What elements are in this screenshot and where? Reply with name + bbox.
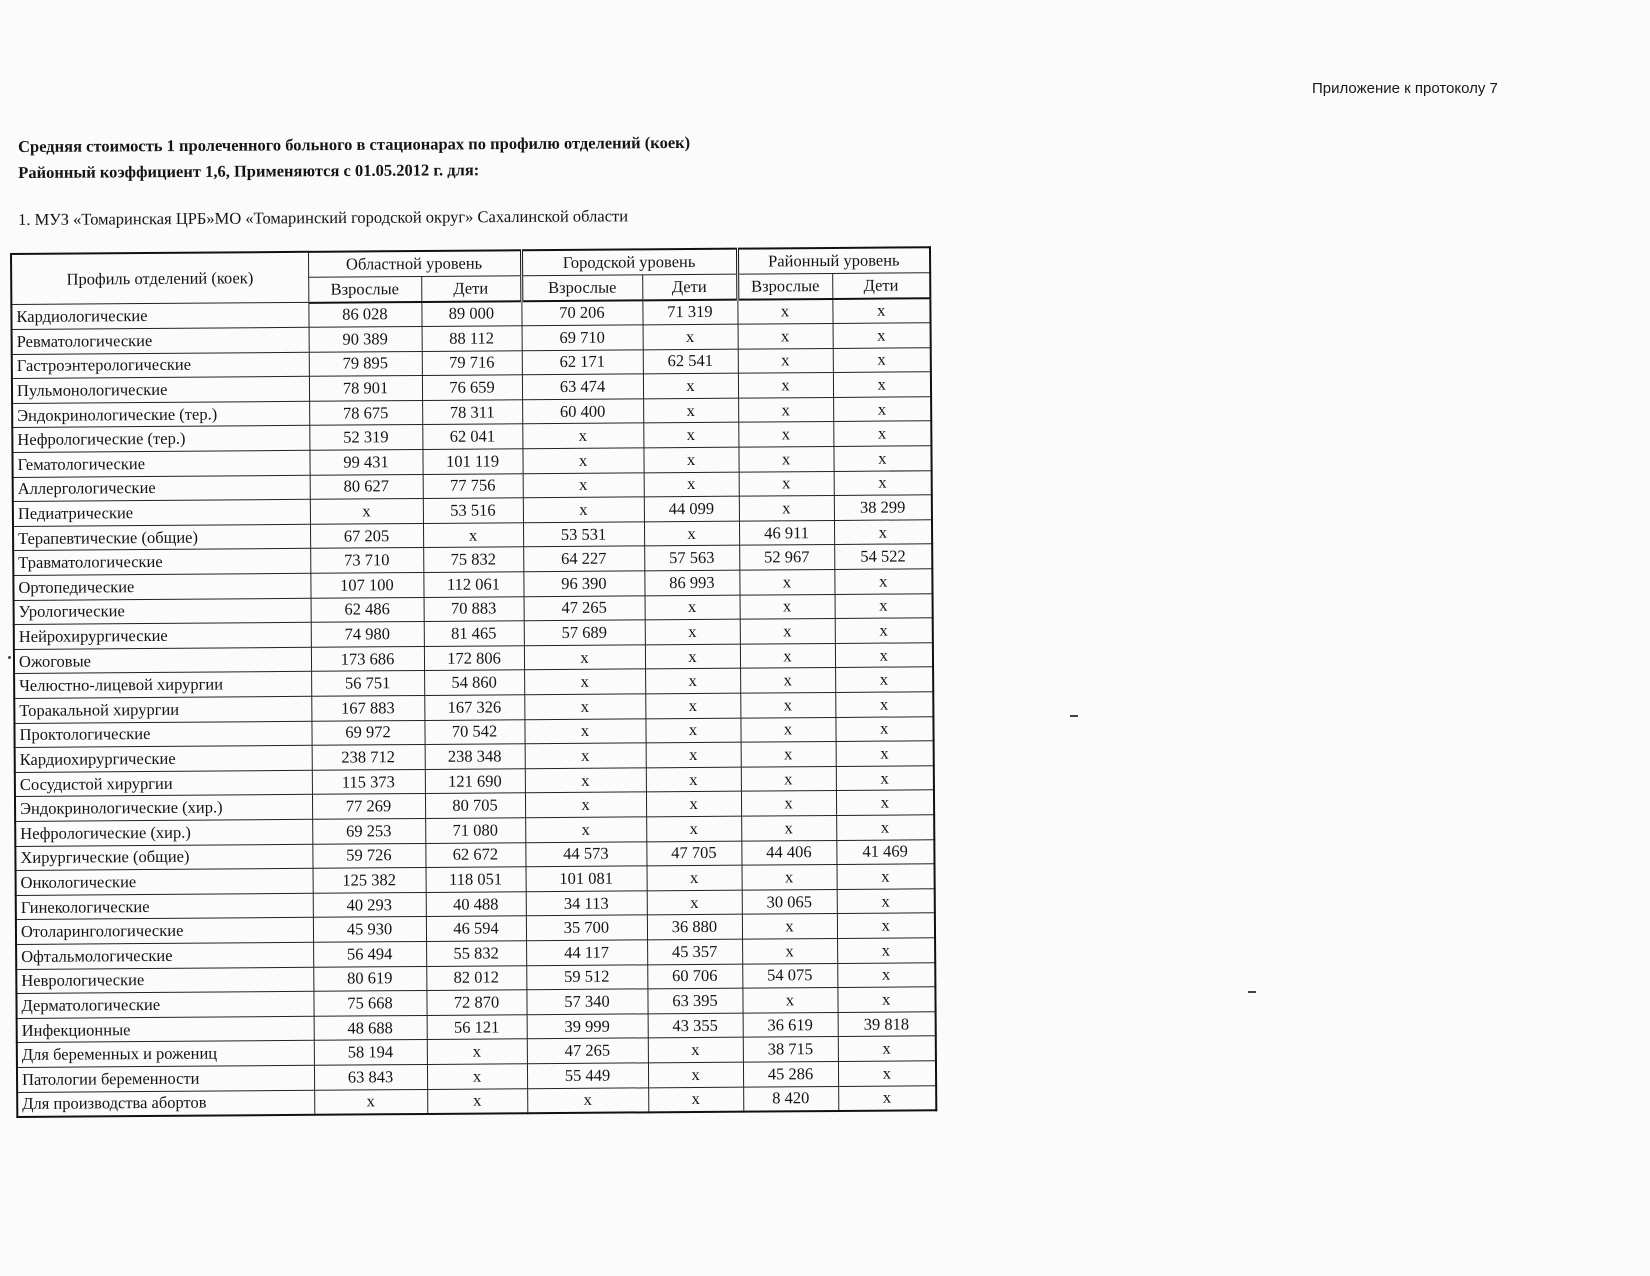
value-cell: 45 286 bbox=[743, 1061, 838, 1086]
value-cell: 112 061 bbox=[423, 572, 523, 597]
institution-subtitle: 1. МУЗ «Томаринская ЦРБ»МО «Томаринский городской округ» Сахалинской области bbox=[18, 206, 629, 229]
profile-cell: Для беременных и рожениц bbox=[17, 1041, 314, 1068]
value-cell: 53 516 bbox=[423, 498, 523, 523]
value-cell: x bbox=[643, 423, 738, 448]
value-cell: x bbox=[646, 767, 741, 792]
value-cell: 44 099 bbox=[644, 496, 739, 521]
value-cell: x bbox=[645, 669, 740, 694]
value-cell: x bbox=[738, 348, 833, 373]
value-cell: 46 911 bbox=[739, 520, 834, 545]
value-cell: 238 712 bbox=[312, 745, 425, 770]
value-cell: 90 389 bbox=[309, 327, 422, 352]
value-cell: x bbox=[644, 472, 739, 497]
value-cell: x bbox=[738, 324, 833, 349]
value-cell: 47 705 bbox=[646, 841, 741, 866]
value-cell: x bbox=[741, 791, 836, 816]
value-cell: 40 488 bbox=[426, 891, 526, 916]
value-cell: x bbox=[740, 668, 835, 693]
value-cell: x bbox=[645, 595, 740, 620]
value-cell: 8 420 bbox=[743, 1086, 838, 1112]
subheader-children: Дети bbox=[642, 274, 737, 300]
profile-cell: Торакальной хирургии bbox=[14, 696, 311, 723]
value-cell: 48 688 bbox=[314, 1015, 427, 1040]
value-cell: 36 619 bbox=[743, 1012, 838, 1037]
value-cell: 41 469 bbox=[836, 839, 934, 864]
value-cell: 77 756 bbox=[423, 473, 523, 498]
subheader-adults: Взрослые bbox=[308, 276, 421, 302]
value-cell: x bbox=[648, 1087, 743, 1113]
value-cell: 44 573 bbox=[525, 841, 646, 866]
value-cell: x bbox=[427, 1088, 527, 1114]
value-cell: x bbox=[645, 693, 740, 718]
value-cell: 38 299 bbox=[834, 495, 932, 520]
value-cell: x bbox=[646, 742, 741, 767]
value-cell: x bbox=[836, 766, 934, 791]
value-cell: 79 716 bbox=[422, 350, 522, 375]
value-cell: 80 705 bbox=[425, 793, 525, 818]
value-cell: x bbox=[833, 397, 931, 422]
value-cell: x bbox=[833, 323, 931, 348]
value-cell: x bbox=[740, 643, 835, 668]
value-cell: x bbox=[835, 593, 933, 618]
value-cell: x bbox=[739, 471, 834, 496]
value-cell: 62 171 bbox=[522, 350, 643, 375]
profile-header: Профиль отделений (коек) bbox=[11, 252, 308, 305]
value-cell: x bbox=[833, 446, 931, 471]
value-cell: x bbox=[645, 619, 740, 644]
value-cell: 75 832 bbox=[423, 547, 523, 572]
value-cell: 44 406 bbox=[741, 840, 836, 865]
table-row bbox=[17, 1085, 936, 1117]
value-cell: 39 999 bbox=[527, 1014, 648, 1039]
value-cell: x bbox=[737, 298, 832, 324]
value-cell: 57 563 bbox=[644, 546, 739, 571]
value-cell: x bbox=[643, 324, 738, 349]
value-cell: 173 686 bbox=[311, 646, 424, 671]
scan-speck bbox=[8, 656, 11, 659]
value-cell: x bbox=[837, 938, 935, 963]
value-cell: 77 269 bbox=[312, 794, 425, 819]
value-cell: 89 000 bbox=[421, 301, 521, 327]
value-cell: x bbox=[524, 669, 645, 694]
value-cell: 62 041 bbox=[422, 424, 522, 449]
profile-cell: Гастроэнтерологические bbox=[12, 352, 309, 379]
value-cell: x bbox=[738, 397, 833, 422]
value-cell: 167 326 bbox=[424, 695, 524, 720]
value-cell: 47 265 bbox=[527, 1038, 648, 1063]
value-cell: x bbox=[738, 447, 833, 472]
profile-cell: Неврологические bbox=[16, 967, 313, 994]
value-cell: x bbox=[833, 421, 931, 446]
value-cell: 167 883 bbox=[311, 695, 424, 720]
value-cell: 55 832 bbox=[426, 941, 526, 966]
value-cell: 34 113 bbox=[526, 891, 647, 916]
title-line-1: Средняя стоимость 1 пролеченного больного в стационарах по профилю отделений (коек) bbox=[18, 132, 691, 156]
value-cell: 71 080 bbox=[425, 818, 525, 843]
value-cell: x bbox=[739, 496, 834, 521]
value-cell: x bbox=[836, 741, 934, 766]
profile-cell: Гематологические bbox=[12, 450, 309, 477]
value-cell: 63 474 bbox=[522, 374, 643, 399]
value-cell: 125 382 bbox=[313, 868, 426, 893]
value-cell: x bbox=[523, 473, 644, 498]
value-cell: 81 465 bbox=[424, 621, 524, 646]
value-cell: x bbox=[522, 423, 643, 448]
value-cell: x bbox=[645, 718, 740, 743]
value-cell: x bbox=[742, 914, 837, 939]
value-cell: 59 512 bbox=[526, 964, 647, 989]
value-cell: 52 319 bbox=[309, 425, 422, 450]
value-cell: x bbox=[739, 569, 834, 594]
profile-cell: Нефрологические (хир.) bbox=[15, 819, 312, 846]
value-cell: x bbox=[834, 569, 932, 594]
value-cell: 76 659 bbox=[422, 375, 522, 400]
value-cell: x bbox=[524, 718, 645, 743]
value-cell: x bbox=[835, 643, 933, 668]
value-cell: 75 668 bbox=[313, 991, 426, 1016]
value-cell: 99 431 bbox=[309, 450, 422, 475]
value-cell: 35 700 bbox=[526, 915, 647, 940]
value-cell: x bbox=[835, 692, 933, 717]
value-cell: 101 119 bbox=[422, 449, 522, 474]
value-cell: 69 972 bbox=[311, 720, 424, 745]
value-cell: x bbox=[310, 499, 423, 524]
value-cell: 54 860 bbox=[424, 670, 524, 695]
subheader-children: Дети bbox=[832, 273, 930, 299]
value-cell: 70 206 bbox=[521, 300, 642, 326]
value-cell: 38 715 bbox=[743, 1037, 838, 1062]
profile-cell: Кардиохирургические bbox=[15, 745, 312, 772]
value-cell: x bbox=[835, 667, 933, 692]
value-cell: 57 689 bbox=[524, 620, 645, 645]
document-title bbox=[18, 130, 690, 186]
value-cell: x bbox=[837, 864, 935, 889]
value-cell: x bbox=[833, 347, 931, 372]
value-cell: 70 542 bbox=[424, 719, 524, 744]
value-cell: 74 980 bbox=[311, 622, 424, 647]
value-cell: x bbox=[645, 644, 740, 669]
value-cell: 78 901 bbox=[309, 376, 422, 401]
value-cell: 45 930 bbox=[313, 917, 426, 942]
value-cell: x bbox=[648, 1062, 743, 1087]
profile-cell: Хирургические (общие) bbox=[15, 844, 312, 871]
value-cell: 80 627 bbox=[310, 474, 423, 499]
value-cell: 80 619 bbox=[313, 966, 426, 991]
value-cell: 44 117 bbox=[526, 940, 647, 965]
table-body bbox=[11, 298, 936, 1117]
value-cell: x bbox=[836, 815, 934, 840]
profile-cell: Кардиологические bbox=[11, 302, 308, 329]
value-cell: 60 706 bbox=[647, 964, 742, 989]
subheader-adults: Взрослые bbox=[521, 275, 642, 301]
value-cell: x bbox=[741, 815, 836, 840]
value-cell: 55 449 bbox=[527, 1063, 648, 1088]
profile-cell: Нейрохирургические bbox=[14, 623, 311, 650]
subheader-adults: Взрослые bbox=[737, 273, 832, 299]
value-cell: x bbox=[646, 792, 741, 817]
profile-cell: Травматологические bbox=[13, 549, 310, 576]
value-cell: 62 486 bbox=[311, 597, 424, 622]
profile-cell: Терапевтические (общие) bbox=[13, 524, 310, 551]
value-cell: 36 880 bbox=[647, 914, 742, 939]
value-cell: 59 726 bbox=[312, 843, 425, 868]
value-cell: 54 522 bbox=[834, 544, 932, 569]
value-cell: x bbox=[644, 521, 739, 546]
value-cell: x bbox=[524, 645, 645, 670]
value-cell: x bbox=[838, 1036, 936, 1061]
value-cell: x bbox=[740, 692, 835, 717]
profile-cell: Эндокринологические (тер.) bbox=[12, 401, 309, 428]
value-cell: x bbox=[740, 619, 835, 644]
value-cell: x bbox=[740, 594, 835, 619]
value-cell: 71 319 bbox=[642, 299, 737, 325]
value-cell: x bbox=[527, 1087, 648, 1113]
value-cell: x bbox=[643, 398, 738, 423]
value-cell: x bbox=[837, 987, 935, 1012]
value-cell: x bbox=[835, 618, 933, 643]
value-cell: 69 710 bbox=[522, 325, 643, 350]
profile-cell: Для производства абортов bbox=[17, 1090, 314, 1117]
value-cell: x bbox=[742, 988, 837, 1013]
value-cell: x bbox=[525, 743, 646, 768]
title-line-2: Районный коэффициент 1,6, Применяются с 01.05.2012 г. для: bbox=[18, 160, 480, 182]
value-cell: x bbox=[738, 373, 833, 398]
value-cell: 58 194 bbox=[314, 1040, 427, 1065]
value-cell: 30 065 bbox=[742, 889, 837, 914]
value-cell: 121 690 bbox=[425, 769, 525, 794]
value-cell: 46 594 bbox=[426, 916, 526, 941]
profile-cell: Сосудистой хирургии bbox=[15, 770, 312, 797]
profile-cell: Педиатрические bbox=[13, 500, 310, 527]
value-cell: 40 293 bbox=[313, 892, 426, 917]
value-cell: x bbox=[525, 768, 646, 793]
value-cell: 72 870 bbox=[426, 990, 526, 1015]
profile-cell: Ортопедические bbox=[13, 573, 310, 600]
value-cell: 78 675 bbox=[309, 400, 422, 425]
value-cell: 56 751 bbox=[311, 671, 424, 696]
value-cell: x bbox=[837, 962, 935, 987]
scan-speck bbox=[1248, 991, 1256, 993]
value-cell: 39 818 bbox=[838, 1011, 936, 1036]
value-cell: 82 012 bbox=[426, 965, 526, 990]
value-cell: 79 895 bbox=[309, 351, 422, 376]
value-cell: 60 400 bbox=[522, 399, 643, 424]
value-cell: x bbox=[648, 1037, 743, 1062]
profile-cell: Проктологические bbox=[14, 721, 311, 748]
profile-cell: Пульмонологические bbox=[12, 377, 309, 404]
value-cell: 101 081 bbox=[526, 866, 647, 891]
value-cell: x bbox=[423, 523, 523, 548]
value-cell: 52 967 bbox=[739, 545, 834, 570]
value-cell: 56 494 bbox=[313, 941, 426, 966]
profile-cell: Онкологические bbox=[16, 868, 313, 895]
value-cell: x bbox=[643, 447, 738, 472]
value-cell: x bbox=[643, 373, 738, 398]
value-cell: 63 843 bbox=[314, 1064, 427, 1089]
profile-cell: Отоларингологические bbox=[16, 918, 313, 945]
value-cell: x bbox=[525, 817, 646, 842]
group-header-regional: Областной уровень bbox=[308, 250, 521, 277]
value-cell: 43 355 bbox=[648, 1013, 743, 1038]
value-cell: x bbox=[835, 716, 933, 741]
value-cell: 118 051 bbox=[426, 867, 526, 892]
profile-cell: Ревматологические bbox=[12, 327, 309, 354]
value-cell: 63 395 bbox=[647, 988, 742, 1013]
subheader-children: Дети bbox=[421, 276, 521, 302]
value-cell: x bbox=[427, 1039, 527, 1064]
value-cell: x bbox=[647, 890, 742, 915]
value-cell: x bbox=[647, 865, 742, 890]
value-cell: x bbox=[834, 520, 932, 545]
profile-cell: Челюстно-лицевой хирургии bbox=[14, 672, 311, 699]
value-cell: 238 348 bbox=[425, 744, 525, 769]
cost-table bbox=[10, 246, 937, 1118]
value-cell: 88 112 bbox=[422, 326, 522, 351]
profile-cell: Аллергологические bbox=[13, 475, 310, 502]
value-cell: x bbox=[837, 913, 935, 938]
value-cell: 96 390 bbox=[523, 571, 644, 596]
value-cell: 62 672 bbox=[425, 842, 525, 867]
value-cell: x bbox=[646, 816, 741, 841]
group-header-city: Городской уровень bbox=[521, 249, 737, 276]
value-cell: 67 205 bbox=[310, 523, 423, 548]
profile-cell: Гинекологические bbox=[16, 893, 313, 920]
value-cell: x bbox=[834, 470, 932, 495]
value-cell: 78 311 bbox=[422, 400, 522, 425]
value-cell: x bbox=[836, 790, 934, 815]
value-cell: x bbox=[314, 1089, 427, 1115]
profile-cell: Дерматологические bbox=[16, 991, 313, 1018]
value-cell: 73 710 bbox=[310, 548, 423, 573]
value-cell: 57 340 bbox=[526, 989, 647, 1014]
value-cell: x bbox=[524, 694, 645, 719]
profile-cell: Инфекционные bbox=[17, 1016, 314, 1043]
profile-cell: Эндокринологические (хир.) bbox=[15, 795, 312, 822]
value-cell: 107 100 bbox=[310, 573, 423, 598]
appendix-label: Приложение к протоколу 7 bbox=[1312, 80, 1498, 97]
value-cell: x bbox=[738, 422, 833, 447]
value-cell: 69 253 bbox=[312, 818, 425, 843]
value-cell: 172 806 bbox=[424, 646, 524, 671]
profile-cell: Офтальмологические bbox=[16, 942, 313, 969]
cost-table-container bbox=[10, 246, 937, 1118]
value-cell: 115 373 bbox=[312, 769, 425, 794]
value-cell: 70 883 bbox=[424, 596, 524, 621]
value-cell: 45 357 bbox=[647, 939, 742, 964]
value-cell: x bbox=[742, 938, 837, 963]
group-header-district: Районный уровень bbox=[737, 247, 930, 274]
value-cell: 64 227 bbox=[523, 546, 644, 571]
value-cell: x bbox=[837, 888, 935, 913]
value-cell: 54 075 bbox=[742, 963, 837, 988]
value-cell: x bbox=[525, 792, 646, 817]
value-cell: x bbox=[833, 372, 931, 397]
value-cell: x bbox=[741, 742, 836, 767]
value-cell: 62 541 bbox=[643, 349, 738, 374]
value-cell: x bbox=[740, 717, 835, 742]
value-cell: x bbox=[838, 1061, 936, 1086]
value-cell: 47 265 bbox=[524, 595, 645, 620]
profile-cell: Нефрологические (тер.) bbox=[12, 426, 309, 453]
value-cell: x bbox=[427, 1064, 527, 1089]
profile-cell: Урологические bbox=[14, 598, 311, 625]
value-cell: 53 531 bbox=[523, 522, 644, 547]
value-cell: x bbox=[523, 497, 644, 522]
value-cell: x bbox=[832, 298, 930, 324]
value-cell: x bbox=[522, 448, 643, 473]
value-cell: 56 121 bbox=[427, 1014, 527, 1039]
value-cell: 86 993 bbox=[644, 570, 739, 595]
profile-cell: Патологии беременности bbox=[17, 1065, 314, 1092]
value-cell: x bbox=[741, 766, 836, 791]
profile-cell: Ожоговые bbox=[14, 647, 311, 674]
value-cell: x bbox=[838, 1085, 936, 1111]
value-cell: x bbox=[742, 865, 837, 890]
value-cell: 86 028 bbox=[308, 301, 421, 327]
scan-speck bbox=[1070, 715, 1078, 717]
